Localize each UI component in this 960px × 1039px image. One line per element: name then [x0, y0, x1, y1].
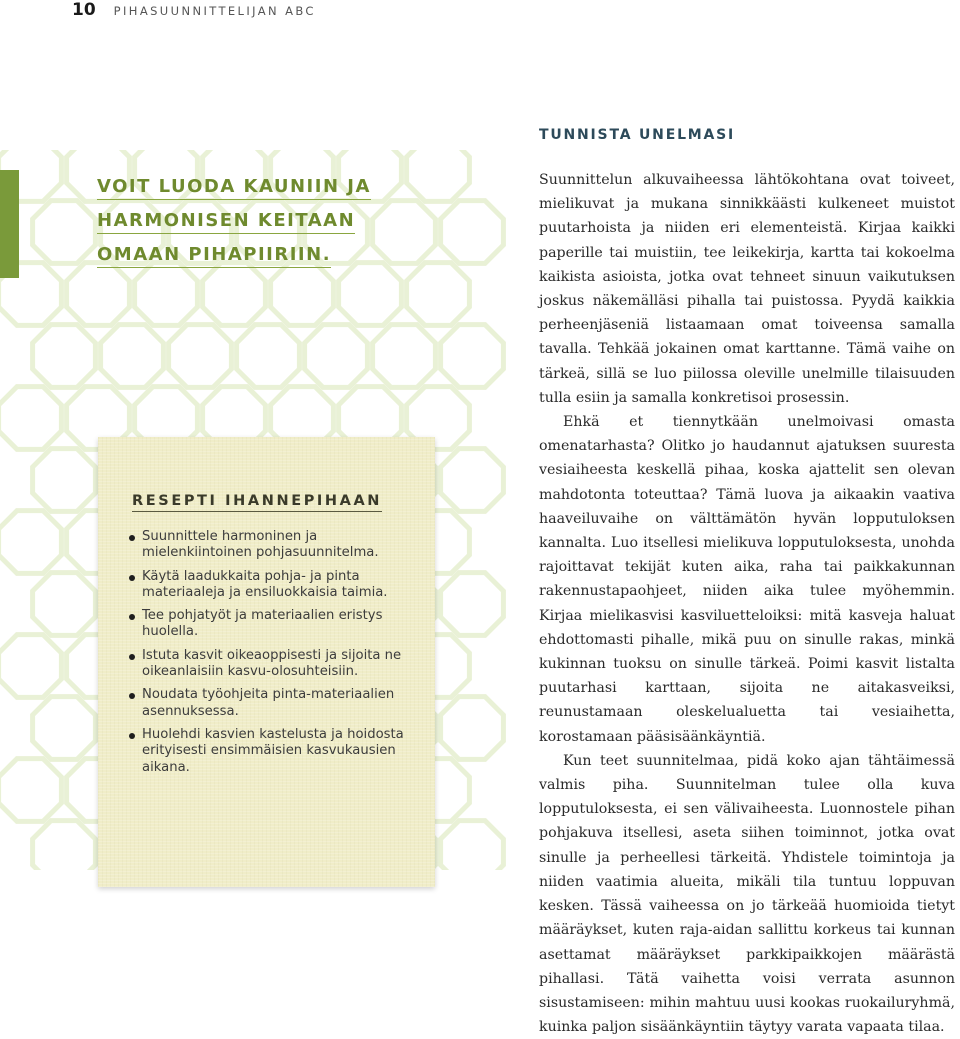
recipe-list-item: Noudata työohjeita pinta-materiaalien asennuksessa. — [125, 687, 425, 720]
page-number: 10 — [72, 0, 96, 20]
octagon-shape — [441, 325, 504, 388]
octagon-shape — [0, 635, 61, 698]
octagon-shape — [33, 573, 96, 636]
octagon-shape — [441, 821, 504, 870]
octagon-shape — [33, 325, 96, 388]
body-paragraph: Kun teet suunnitelmaa, pidä koko ajan tähtäimessä valmis piha. Suunnitelman tulee olla kuva lopputuloksesta, ei sen välivaiheesta. Luonnostele pihan pohjakuva itsellesi, aseta siihen toiminnot, jotka ovat sinulle ja perheellesi tärkeitä. Yhdistele toimintoja ja niiden vaatimia alueita, mikäli tila tuntuu loppuvan kesken. Tässä vaiheessa on jo tärkeää huomioida tietyt määräykset, kuten raja-aidan sallittu korkeus tai kunnan asettamat määräykset parkkipaikkojen määrästä pihallasi. Tätä vaihetta voisi verrata asunnon sisustamiseen: mihin mahtuu uusi kookas ruokailuryhmä, kuinka paljon sisäänkäyntiin täytyy varata vapaata tilaa. — [539, 752, 955, 1036]
body-paragraph: Ehkä et tiennytkään unelmoivasi omasta omenatarhasta? Olitko jo haudannut ajatuksen suuresta vesiaiheesta keskellä pihaa, koska ajattelit sen olevan mahdotonta toteuttaa? Tämä luova ja aikaakin vaativa haaveiluvaihe on välttämätön hyvän lopputuloksen kannalta. Luo itsellesi mielikuva lopputuloksesta, unohda rajoittavat tekijät kuten aika, raha tai paikkakunnan rakennustapaohjeet, niiden aika tulee myöhemmin. Kirjaa mielikasvisi kasviluetteloiksi: mitä kasveja haluat ehdottomasti pihalle, mikä puu on sinulle rakas, minkä kukinnan tuoksu on sinulle tärkeä. Poimi kasvit listalta puutarhasi karttaan, sijoita ne aitakasveiksi, reunustamaan oleskelualuetta tai vesiaihetta, korostamaan pääsisäänkäyntiä. — [539, 414, 955, 745]
recipe-list — [125, 529, 425, 783]
octagon-shape — [33, 201, 96, 264]
lede-line: HARMONISEN KEITAAN — [97, 209, 355, 234]
octagon-shape — [0, 759, 61, 822]
body-paragraph: Suunnittelun alkuvaiheessa lähtökohtana ovat toiveet, mielikuvat ja mukana sinnikkäästi kulkeneet muistot puutarhoista ja niiden eri elementeistä. Kirjaa kaikki paperille tai muistiin, tee leikekirja, kartta tai kokoelma kaikista asioista, jotka ovat tehneet sinuun vaikutuksen joskus näkemälläsi pihalla tai puistossa. Pyydä kaikkia perheenjäseniä listaamaan omat toiveensa samalla tavalla. Tehkää jokainen omat karttanne. Tämä vaihe on tärkeä, sillä se luo piilossa oleville unelmille tilaisuuden tulla esiin ja samalla konkretisoi prosessin. — [539, 172, 955, 406]
recipe-card — [98, 437, 435, 887]
recipe-list-item: Tee pohjatyöt ja materiaalien eristys huolella. — [125, 608, 425, 641]
recipe-list-item: Suunnittele harmoninen ja mielenkiintoinen pohjasuunnitelma. — [125, 529, 425, 562]
page-header — [72, 0, 316, 20]
running-title: PIHASUUNNITTELIJAN ABC — [113, 4, 316, 18]
octagon-shape — [441, 573, 504, 636]
octagon-shape — [101, 325, 164, 388]
octagon-shape — [373, 325, 436, 388]
recipe-list-item: Käytä laadukkaita pohja- ja pinta materiaaleja ja ensiluokkaisia taimia. — [125, 569, 425, 602]
lede-line: VOIT LUODA KAUNIIN JA — [97, 175, 371, 200]
lede-quote — [97, 172, 437, 274]
octagon-shape — [305, 325, 368, 388]
octagon-shape — [0, 511, 61, 574]
section-heading: TUNNISTA UNELMASI — [539, 127, 736, 143]
lede-line: OMAAN PIHAPIIRIIN. — [97, 243, 331, 268]
octagon-shape — [169, 325, 232, 388]
octagon-shape — [33, 697, 96, 760]
octagon-shape — [0, 387, 61, 450]
octagon-shape — [33, 821, 96, 870]
recipe-list-item: Huolehdi kasvien kastelusta ja hoidosta erityisesti ensimmäisien kasvukausien aikana. — [125, 727, 425, 776]
octagon-shape — [237, 325, 300, 388]
recipe-list-item: Istuta kasvit oikeaoppisesti ja sijoita ne oikeanlaisiin kasvu-olosuhteisiin. — [125, 648, 425, 681]
octagon-shape — [441, 449, 504, 512]
octagon-shape — [441, 201, 504, 264]
octagon-shape — [441, 697, 504, 760]
octagon-shape — [33, 449, 96, 512]
green-accent-bar — [0, 170, 19, 278]
article-body — [539, 168, 955, 1039]
recipe-card-title: RESEPTI IHANNEPIHAAN — [132, 493, 382, 512]
